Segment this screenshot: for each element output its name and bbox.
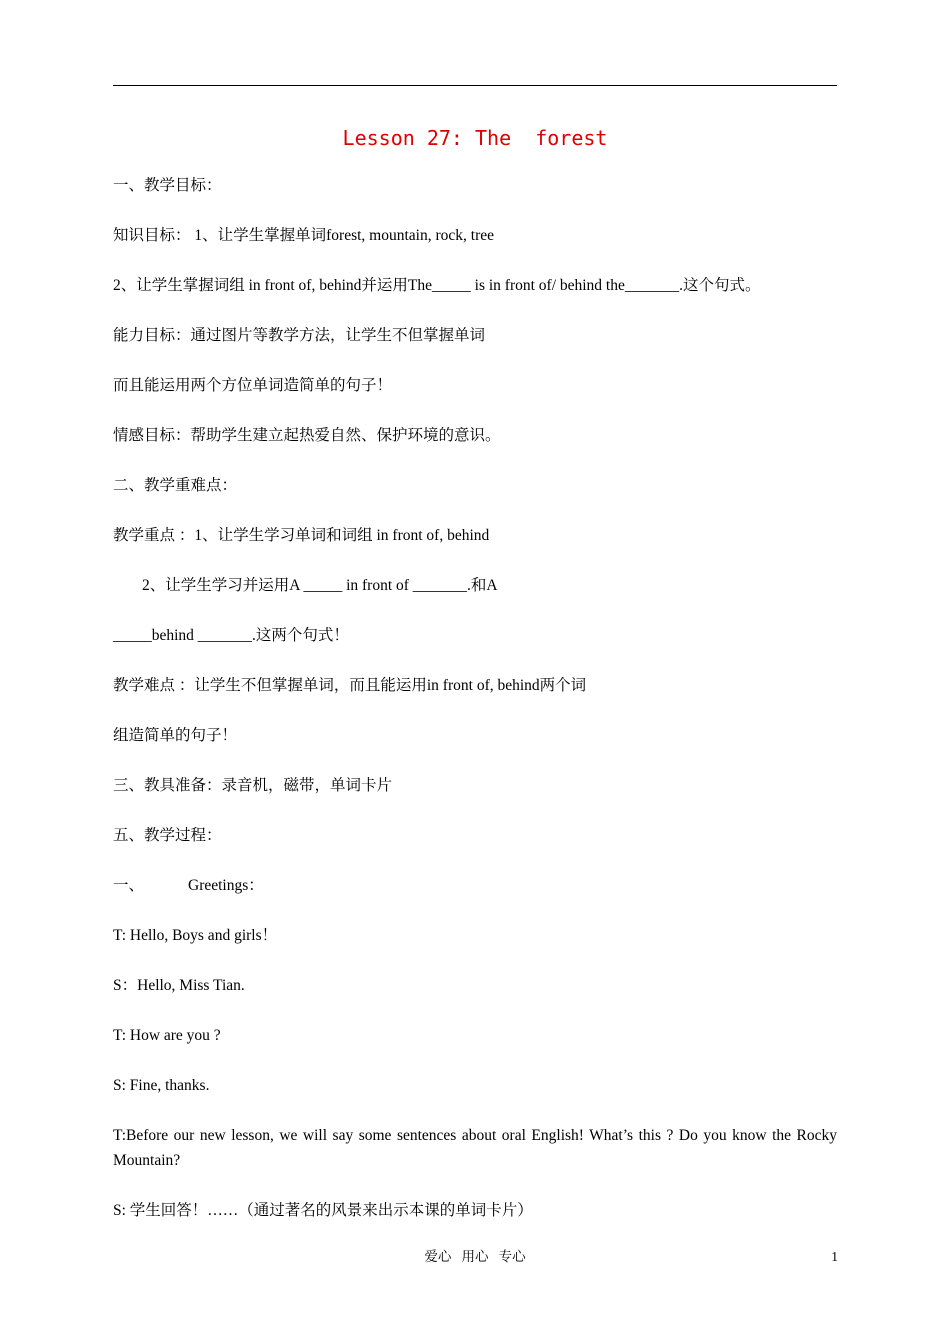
emotion-objective: 情感目标：帮助学生建立起热爱自然、保护环境的意识。 [113, 427, 501, 444]
footer-motto: 爱心 用心 专心 [424, 1249, 526, 1264]
ability-objective-cont: 而且能运用两个方位单词造简单的句子！ [113, 377, 393, 394]
greetings-label: Greetings： [188, 877, 264, 894]
key-point-1: 教学重点 ：1、让学生学习单词和词组 in front of, behind [113, 527, 490, 544]
page-number: 1 [831, 1249, 838, 1264]
header-rule [113, 85, 837, 86]
greetings-heading [113, 873, 837, 898]
key-point-2-cont: _____behind _______.这两个句式！ [113, 627, 349, 644]
key-point-2: 2、让学生学习并运用A _____ in front of _______.和A [142, 577, 498, 594]
difficult-point: 教学难点 ：让学生不但掌握单词，而且能运用in front of, behind两个词 [113, 677, 587, 694]
difficult-point-cont: 组造简单的句子！ [113, 727, 238, 744]
document-body [113, 173, 837, 1248]
section-heading-process: 五、教学过程： [113, 827, 222, 844]
section-heading-objectives: 一、教学目标： [113, 177, 222, 194]
dialogue-line: S: Fine, thanks. [113, 1077, 210, 1094]
student-answer-line: S: 学生回答！……（通过著名的风景来出示本课的单词卡片） [113, 1202, 533, 1219]
section-heading-key-points: 二、教学重难点： [113, 477, 238, 494]
greetings-number: 一、 [113, 877, 145, 894]
dialogue-line: S：Hello, Miss Tian. [113, 977, 245, 994]
lesson-title: Lesson 27: The forest [342, 126, 608, 150]
teacher-paragraph: T:Before our new lesson, we will say some sentences about oral English! What’s this ? Do you know the Rocky Mountain? [113, 1127, 837, 1169]
ability-objective: 能力目标：通过图片等教学方法，让学生不但掌握单词 [113, 327, 486, 344]
section-heading-materials: 三、教具准备：录音机，磁带，单词卡片 [113, 777, 393, 794]
dialogue-line: T: Hello, Boys and girls！ [113, 927, 278, 944]
knowledge-objective-2: 2、让学生掌握词组 in front of, behind并运用The_____ is in front of/ behind the_______.这个句式。 [113, 277, 761, 294]
knowledge-objective: 知识目标： 1、让学生掌握单词forest, mountain, rock, tree [113, 227, 494, 244]
dialogue-line: T: How are you ? [113, 1027, 221, 1044]
